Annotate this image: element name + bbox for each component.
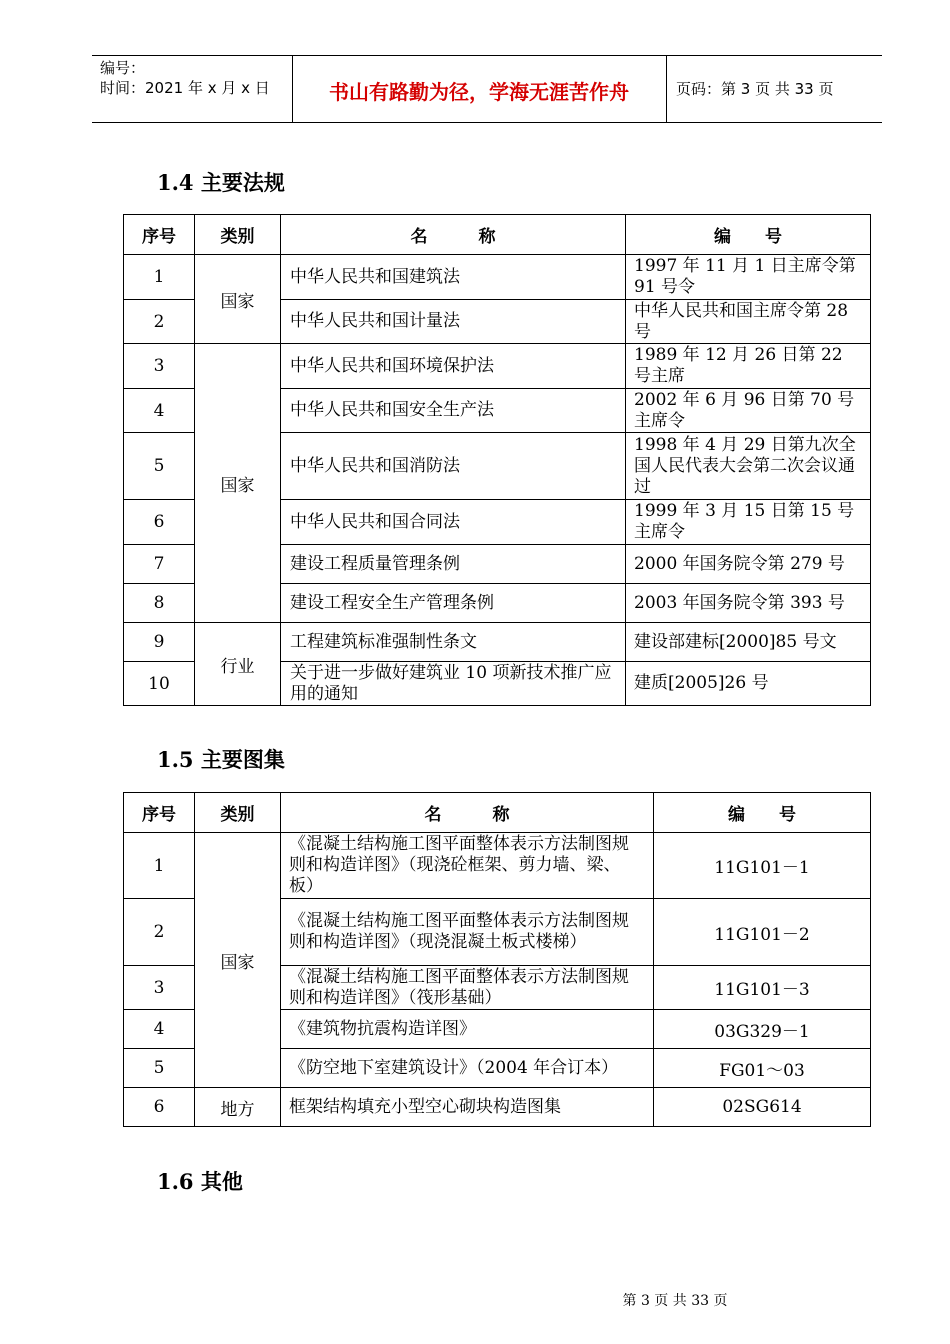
section-title-1-4: 1.4 主要法规 — [157, 170, 285, 195]
row-number: 2 — [124, 899, 195, 966]
header-meta — [100, 58, 270, 98]
header-divider — [666, 56, 667, 122]
row-category: 国家 — [195, 833, 281, 1088]
table-row — [124, 344, 871, 389]
section-title-1-6: 1.6 其他 — [157, 1169, 243, 1194]
row-number: 2 — [124, 300, 195, 344]
row-name: 《混凝土结构施工图平面整体表示方法制图规则和构造详图》（筏形基础） — [281, 966, 654, 1010]
row-code: 2002 年 6 月 96 日第 70 号主席令 — [626, 389, 871, 433]
row-number: 5 — [124, 433, 195, 500]
row-name: 中华人民共和国合同法 — [281, 500, 626, 545]
row-name: 中华人民共和国建筑法 — [281, 255, 626, 300]
row-category: 地方 — [195, 1088, 281, 1127]
row-number: 4 — [124, 1010, 195, 1049]
table-row — [124, 623, 871, 662]
row-number: 10 — [124, 662, 195, 706]
row-name: 中华人民共和国安全生产法 — [281, 389, 626, 433]
row-number: 1 — [124, 255, 195, 300]
row-number: 5 — [124, 1049, 195, 1088]
header-cell: 编 号 — [626, 215, 871, 255]
header-cell: 名 称 — [281, 215, 626, 255]
row-category: 国家 — [195, 344, 281, 623]
row-number: 9 — [124, 623, 195, 662]
row-name: 工程建筑标准强制性条文 — [281, 623, 626, 662]
page-header — [92, 55, 882, 123]
header-cell: 序号 — [124, 793, 195, 833]
row-code: 建质[2005]26 号 — [626, 662, 871, 706]
header-cell: 序号 — [124, 215, 195, 255]
row-code: 1989 年 12 月 26 日第 22 号主席 — [626, 344, 871, 389]
table-header-row — [124, 793, 871, 833]
row-number: 6 — [124, 1088, 195, 1127]
row-category: 国家 — [195, 255, 281, 344]
section-title-1-5: 1.5 主要图集 — [157, 747, 285, 772]
row-number: 8 — [124, 584, 195, 623]
row-code: 11G101－1 — [654, 833, 871, 899]
page-footer: 第 3 页 共 33 页 — [622, 1293, 728, 1309]
row-number: 3 — [124, 966, 195, 1010]
row-code: 中华人民共和国主席令第 28 号 — [626, 300, 871, 344]
row-name: 中华人民共和国环境保护法 — [281, 344, 626, 389]
row-code: 03G329－1 — [654, 1010, 871, 1049]
row-name: 《混凝土结构施工图平面整体表示方法制图规则和构造详图》（现浇混凝土板式楼梯） — [281, 899, 654, 966]
header-cell: 类别 — [195, 793, 281, 833]
header-page-label: 页码：第 3 页 共 33 页 — [676, 80, 834, 98]
atlas-table — [123, 792, 871, 1127]
regulations-table — [123, 214, 871, 706]
row-code: 02SG614 — [654, 1088, 871, 1127]
header-cell: 编 号 — [654, 793, 871, 833]
row-number: 3 — [124, 344, 195, 389]
number-label: 编号： — [100, 59, 146, 77]
row-category: 行业 — [195, 623, 281, 706]
row-number: 1 — [124, 833, 195, 899]
row-name: 中华人民共和国计量法 — [281, 300, 626, 344]
row-name: 框架结构填充小型空心砌块构造图集 — [281, 1088, 654, 1127]
header-cell: 类别 — [195, 215, 281, 255]
row-name: 《建筑物抗震构造详图》 — [281, 1010, 654, 1049]
row-number: 7 — [124, 545, 195, 584]
row-code: 11G101－3 — [654, 966, 871, 1010]
table-row — [124, 1088, 871, 1127]
row-number: 6 — [124, 500, 195, 545]
row-name: 《混凝土结构施工图平面整体表示方法制图规则和构造详图》（现浇砼框架、剪力墙、梁、板） — [281, 833, 654, 899]
row-number: 4 — [124, 389, 195, 433]
time-label: 时间：2021 年 x 月 x 日 — [100, 79, 270, 97]
table-row — [124, 255, 871, 300]
row-name: 建设工程安全生产管理条例 — [281, 584, 626, 623]
row-code: 2000 年国务院令第 279 号 — [626, 545, 871, 584]
row-code: 1997 年 11 月 1 日主席令第 91 号令 — [626, 255, 871, 300]
header-motto: 书山有路勤为径，学海无涯苦作舟 — [329, 80, 629, 104]
row-code: 1998 年 4 月 29 日第九次全国人民代表大会第二次会议通过 — [626, 433, 871, 500]
table-header-row — [124, 215, 871, 255]
row-name: 关于进一步做好建筑业 10 项新技术推广应用的通知 — [281, 662, 626, 706]
row-code: 11G101－2 — [654, 899, 871, 966]
row-code: 1999 年 3 月 15 日第 15 号主席令 — [626, 500, 871, 545]
row-code: 2003 年国务院令第 393 号 — [626, 584, 871, 623]
row-name: 建设工程质量管理条例 — [281, 545, 626, 584]
row-name: 中华人民共和国消防法 — [281, 433, 626, 500]
header-cell: 名 称 — [281, 793, 654, 833]
row-code: 建设部建标[2000]85 号文 — [626, 623, 871, 662]
row-name: 《防空地下室建筑设计》（2004 年合订本） — [281, 1049, 654, 1088]
row-code: FG01～03 — [654, 1049, 871, 1088]
table-row — [124, 833, 871, 899]
